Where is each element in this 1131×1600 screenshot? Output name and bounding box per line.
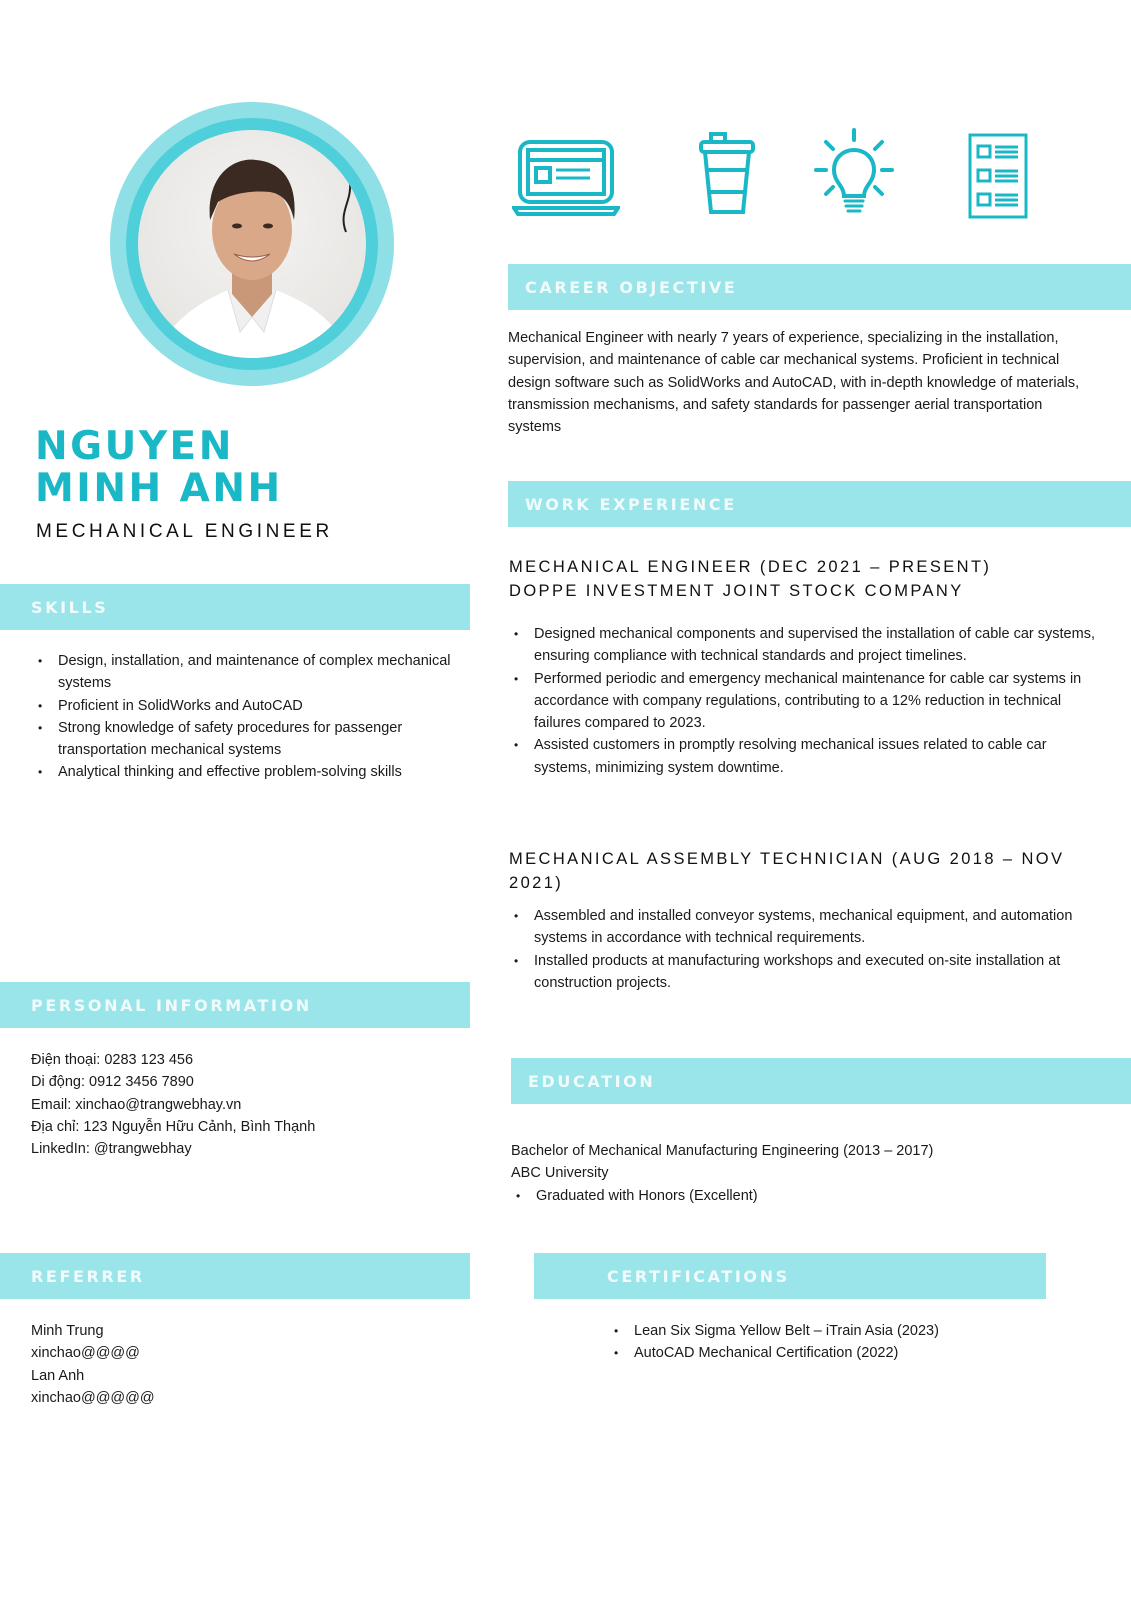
job-entry <box>509 555 1099 779</box>
list-item: • Designed mechanical components and supervised the installation of cable car systems, ensuring compliance with technical standards and project timelines. <box>534 623 1099 668</box>
candidate-name <box>35 426 283 510</box>
certifications-list <box>609 1320 1054 1365</box>
linkedin[interactable]: LinkedIn: @trangwebhay <box>31 1141 192 1158</box>
list-item: • Analytical thinking and effective problem-solving skills <box>58 761 478 783</box>
phone: Điện thoại: 0283 123 456 <box>31 1052 194 1068</box>
address: Địa chỉ: 123 Nguyễn Hữu Cảnh, Bình Thạnh <box>31 1118 316 1135</box>
section-title: SKILLS <box>31 598 109 617</box>
section-title: REFERRER <box>31 1267 145 1286</box>
company-name: DOPPE INVESTMENT JOINT STOCK COMPANY <box>509 582 964 600</box>
referrer-content <box>31 1320 155 1409</box>
referrer-contact: xinchao@@@@@ <box>31 1389 155 1406</box>
document-list-icon <box>967 132 1029 220</box>
job-bullets <box>509 905 1099 994</box>
list-item: • Graduated with Honors (Excellent) <box>536 1185 1091 1207</box>
personal-info-header <box>0 982 470 1028</box>
list-item: • Performed periodic and emergency mechanical maintenance for cable car systems in accordance with company regulations, contributing to a 12% reduction in technical failures compared to 2023. <box>534 668 1099 735</box>
degree: Bachelor of Mechanical Manufacturing Engineering (2013 – 2017) <box>511 1143 934 1159</box>
profile-photo <box>110 102 394 386</box>
section-title: PERSONAL INFORMATION <box>31 996 312 1015</box>
list-item: • Assisted customers in promptly resolving mechanical issues related to cable car systems, minimizing system downtime. <box>534 734 1099 779</box>
coffee-cup-icon <box>697 132 757 216</box>
referrer-name: Lan Anh <box>31 1367 85 1384</box>
email[interactable]: Email: xinchao@trangwebhay.vn <box>31 1096 242 1113</box>
laptop-icon <box>512 138 620 216</box>
skills-list <box>33 650 478 784</box>
list-item: • Proficient in SolidWorks and AutoCAD <box>58 695 478 717</box>
first-name: NGUYEN <box>35 424 234 469</box>
referrer-contact: xinchao@@@@ <box>31 1345 140 1362</box>
referrer-name: Minh Trung <box>31 1323 104 1339</box>
skills-header <box>0 584 470 630</box>
education-header <box>511 1058 1131 1104</box>
list-item: • Installed products at manufacturing workshops and executed on-site installation at construction projects. <box>534 950 1099 995</box>
list-item: • AutoCAD Mechanical Certification (2022) <box>634 1342 1054 1364</box>
list-item: • Lean Six Sigma Yellow Belt – iTrain Asia (2023) <box>634 1320 1054 1342</box>
list-item: • Strong knowledge of safety procedures for passenger transportation mechanical systems <box>58 717 478 762</box>
lightbulb-icon <box>812 128 896 218</box>
job-title: MECHANICAL ASSEMBLY TECHNICIAN (AUG 2018 – NOV 2021) <box>509 850 1065 892</box>
career-objective-header <box>508 264 1131 310</box>
avatar <box>110 102 394 386</box>
header-icons <box>512 128 1052 220</box>
job-title: MECHANICAL ENGINEER (DEC 2021 – PRESENT) <box>509 558 992 576</box>
last-name: MINH ANH <box>35 466 283 511</box>
list-item: • Design, installation, and maintenance of complex mechanical systems <box>58 650 478 695</box>
career-objective-text: Mechanical Engineer with nearly 7 years of experience, specializing in the installation, supervision, and maintenance of cable car mechanical systems. Proficient in technical design software such as SolidWorks and AutoCAD, with in-depth knowledge of materials, transmission mechanisms, and safety standards for passenger aerial transportation systems <box>508 330 1080 436</box>
mobile: Di động: 0912 3456 7890 <box>31 1074 194 1091</box>
section-title: WORK EXPERIENCE <box>525 495 737 514</box>
section-title: CERTIFICATIONS <box>607 1267 790 1286</box>
certifications-header <box>534 1253 1046 1299</box>
job-role: MECHANICAL ENGINEER <box>36 521 333 542</box>
education-content <box>511 1140 1091 1207</box>
referrer-header <box>0 1253 470 1299</box>
section-title: EDUCATION <box>528 1072 656 1091</box>
job-bullets <box>509 623 1099 779</box>
school: ABC University <box>511 1165 609 1182</box>
list-item: • Assembled and installed conveyor systems, mechanical equipment, and automation systems in accordance with technical requirements. <box>534 905 1099 950</box>
job-entry <box>509 847 1099 994</box>
section-title: CAREER OBJECTIVE <box>525 278 738 297</box>
work-experience-header <box>508 481 1131 527</box>
education-bullets <box>511 1185 1091 1207</box>
personal-info-content <box>31 1049 315 1160</box>
